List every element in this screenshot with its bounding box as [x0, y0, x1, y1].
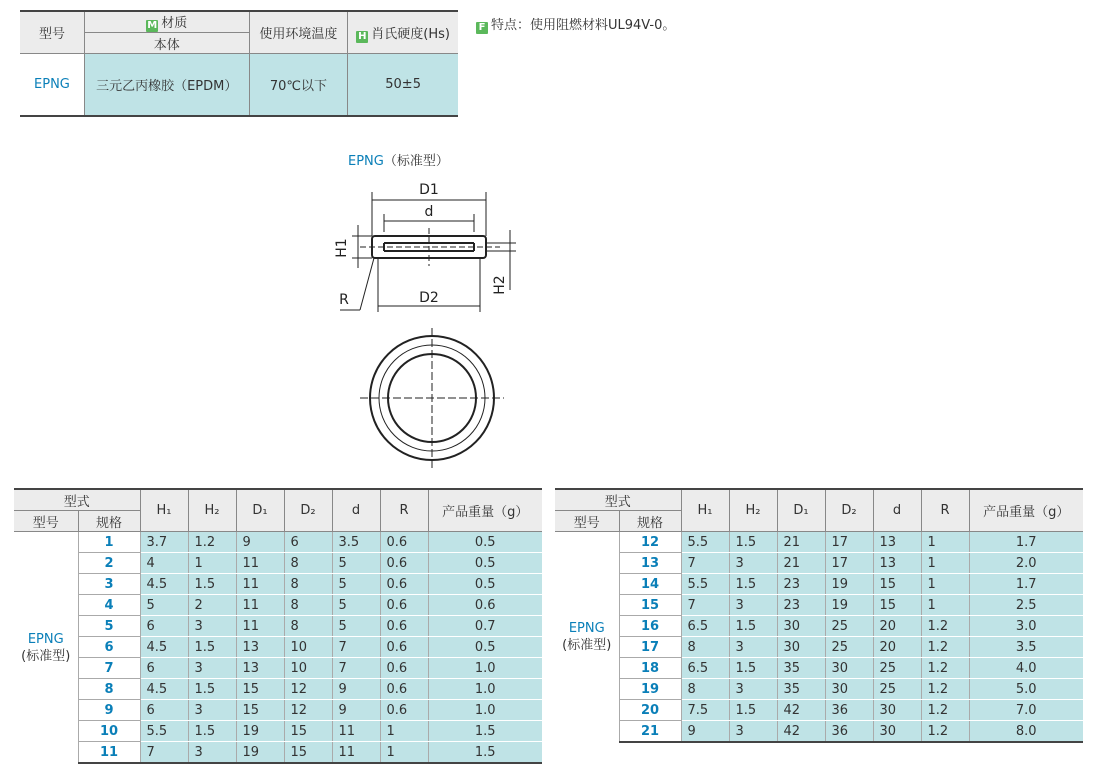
dimension-value: 21 — [777, 553, 825, 574]
dimension-value: 30 — [777, 616, 825, 637]
dimension-value: 25 — [825, 616, 873, 637]
dimension-value: 0.6 — [380, 700, 428, 721]
model-cell — [555, 532, 619, 743]
table-row — [14, 721, 542, 742]
dimension-value: 0.6 — [380, 574, 428, 595]
dimension-value: 9 — [236, 532, 284, 553]
header-type: 型式 — [555, 489, 681, 511]
dimension-value: 9 — [681, 721, 729, 743]
dimension-table-left — [14, 488, 542, 764]
dimension-value: 1.5 — [188, 574, 236, 595]
dimension-value: 11 — [332, 742, 380, 764]
header-type: 型式 — [14, 489, 140, 511]
dimension-value: 12 — [284, 700, 332, 721]
spec-header-body: 本体 — [84, 33, 249, 54]
spec-number: 11 — [78, 742, 140, 764]
dimension-value: 13 — [236, 637, 284, 658]
spec-number: 6 — [78, 637, 140, 658]
weight-value: 1.0 — [428, 679, 542, 700]
dimension-value: 7 — [681, 553, 729, 574]
table-row — [555, 532, 1083, 553]
table-row — [14, 679, 542, 700]
dimension-value: 36 — [825, 700, 873, 721]
spec-number: 10 — [78, 721, 140, 742]
dimension-value: 15 — [284, 742, 332, 764]
spec-number: 16 — [619, 616, 681, 637]
dimension-value: 0.6 — [380, 532, 428, 553]
dimension-value: 20 — [873, 637, 921, 658]
dimension-value: 11 — [236, 616, 284, 637]
drawing-title: EPNG（标准型） — [348, 154, 449, 169]
label-D1: D1 — [419, 182, 439, 198]
dimension-value: 13 — [236, 658, 284, 679]
dimension-value: 3 — [188, 742, 236, 764]
table-row — [555, 700, 1083, 721]
dimension-value: 15 — [236, 700, 284, 721]
table-row — [14, 616, 542, 637]
dimension-value: 15 — [284, 721, 332, 742]
weight-value: 2.0 — [969, 553, 1083, 574]
table-row — [14, 595, 542, 616]
dimension-value: 8 — [681, 637, 729, 658]
weight-value: 1.0 — [428, 658, 542, 679]
dimension-value: 3.7 — [140, 532, 188, 553]
spec-number: 7 — [78, 658, 140, 679]
dimension-value: 21 — [777, 532, 825, 553]
dimension-value: 1 — [380, 742, 428, 764]
spec-number: 5 — [78, 616, 140, 637]
dimension-value: 10 — [284, 658, 332, 679]
dimension-value: 4.5 — [140, 574, 188, 595]
dimension-value: 6 — [140, 616, 188, 637]
dimension-value: 3 — [188, 658, 236, 679]
dimension-value: 2 — [188, 595, 236, 616]
dimension-value: 30 — [873, 700, 921, 721]
dimension-value: 1.2 — [921, 616, 969, 637]
header-H1: H₁ — [140, 489, 188, 532]
weight-value: 2.5 — [969, 595, 1083, 616]
label-D2: D2 — [419, 290, 439, 306]
dimension-value: 8 — [284, 616, 332, 637]
label-H1: H1 — [334, 238, 350, 258]
spec-header-model: 型号 — [20, 11, 84, 54]
weight-value: 3.5 — [969, 637, 1083, 658]
dimension-value: 3 — [729, 679, 777, 700]
dimension-value: 23 — [777, 595, 825, 616]
header-D1: D₁ — [777, 489, 825, 532]
dimension-value: 0.6 — [380, 616, 428, 637]
spec-header-material: M 材质 — [84, 11, 249, 33]
model-cell — [14, 532, 78, 764]
dimension-value: 11 — [236, 553, 284, 574]
header-H2: H₂ — [729, 489, 777, 532]
label-d: d — [424, 204, 434, 220]
spec-number: 4 — [78, 595, 140, 616]
dimension-value: 1.5 — [729, 574, 777, 595]
dimension-value: 19 — [825, 595, 873, 616]
dimension-value: 1 — [921, 595, 969, 616]
header-R: R — [921, 489, 969, 532]
weight-value: 0.5 — [428, 637, 542, 658]
dimension-value: 7 — [681, 595, 729, 616]
dimension-value: 6 — [284, 532, 332, 553]
dimension-value: 5.5 — [681, 532, 729, 553]
spec-hardness: 50±5 — [348, 54, 458, 117]
spec-header-hardness: H 肖氏硬度(Hs) — [348, 11, 458, 54]
dimension-value: 6 — [140, 658, 188, 679]
dimension-value: 23 — [777, 574, 825, 595]
hardness-badge-icon: H — [358, 30, 367, 42]
dimension-value: 20 — [873, 616, 921, 637]
table-row — [14, 532, 542, 553]
table-row — [555, 658, 1083, 679]
header-H1: H₁ — [681, 489, 729, 532]
weight-value: 8.0 — [969, 721, 1083, 743]
dimension-value: 15 — [236, 679, 284, 700]
dimension-value: 1 — [921, 532, 969, 553]
dimension-value: 15 — [873, 595, 921, 616]
dimension-value: 8 — [681, 679, 729, 700]
dimension-value: 5 — [332, 595, 380, 616]
dimension-value: 19 — [236, 742, 284, 764]
table-row — [555, 721, 1083, 743]
dimension-value: 1.5 — [729, 616, 777, 637]
dimension-value: 12 — [284, 679, 332, 700]
dimension-value: 1.2 — [921, 658, 969, 679]
dimension-value: 25 — [873, 679, 921, 700]
table-row — [555, 637, 1083, 658]
dimension-value: 3 — [729, 553, 777, 574]
dimension-value: 35 — [777, 679, 825, 700]
dimension-value: 7.5 — [681, 700, 729, 721]
dimension-value: 11 — [236, 595, 284, 616]
dimension-value: 19 — [236, 721, 284, 742]
dimension-value: 5 — [332, 574, 380, 595]
spec-number: 12 — [619, 532, 681, 553]
weight-value: 1.5 — [428, 721, 542, 742]
header-D2: D₂ — [825, 489, 873, 532]
label-H2: H2 — [492, 275, 508, 295]
dimension-value: 0.6 — [380, 637, 428, 658]
spec-number: 2 — [78, 553, 140, 574]
dimension-value: 11 — [236, 574, 284, 595]
weight-value: 1.5 — [428, 742, 542, 764]
table-row — [14, 553, 542, 574]
weight-value: 0.5 — [428, 553, 542, 574]
weight-value: 1.7 — [969, 532, 1083, 553]
header-d: d — [873, 489, 921, 532]
spec-number: 19 — [619, 679, 681, 700]
dimension-value: 30 — [825, 679, 873, 700]
dimension-value: 13 — [873, 532, 921, 553]
dimension-value: 7 — [332, 637, 380, 658]
spec-number: 9 — [78, 700, 140, 721]
dimension-value: 30 — [825, 658, 873, 679]
spec-temp: 70℃以下 — [249, 54, 348, 117]
dimension-value: 9 — [332, 700, 380, 721]
dimension-value: 4.5 — [140, 637, 188, 658]
dimension-value: 19 — [825, 574, 873, 595]
table-row — [555, 616, 1083, 637]
dimension-value: 35 — [777, 658, 825, 679]
dimension-value: 1.5 — [729, 658, 777, 679]
dimension-value: 17 — [825, 532, 873, 553]
dimension-value: 15 — [873, 574, 921, 595]
dimension-value: 5 — [140, 595, 188, 616]
spec-table — [20, 10, 458, 117]
header-spec: 规格 — [78, 511, 140, 532]
dimension-value: 1 — [921, 574, 969, 595]
model-code: EPNG — [568, 621, 605, 636]
dimension-value: 1.2 — [921, 721, 969, 743]
table-row — [555, 595, 1083, 616]
dimension-value: 1.5 — [188, 721, 236, 742]
dimension-value: 30 — [777, 637, 825, 658]
dimension-value: 0.6 — [380, 595, 428, 616]
model-code: EPNG — [27, 631, 64, 647]
dimension-value: 42 — [777, 700, 825, 721]
spec-number: 18 — [619, 658, 681, 679]
dimension-value: 36 — [825, 721, 873, 743]
spec-number: 20 — [619, 700, 681, 721]
dimension-value: 7 — [140, 742, 188, 764]
table-row — [555, 553, 1083, 574]
spec-number: 21 — [619, 721, 681, 743]
dimension-value: 1.5 — [729, 700, 777, 721]
weight-value: 0.5 — [428, 574, 542, 595]
header-d: d — [332, 489, 380, 532]
dimension-value: 25 — [825, 637, 873, 658]
dimension-value: 1.2 — [921, 700, 969, 721]
dimension-value: 1.5 — [188, 637, 236, 658]
label-R: R — [339, 292, 349, 308]
dimension-value: 11 — [332, 721, 380, 742]
dimension-value: 0.6 — [380, 553, 428, 574]
dimension-value: 0.6 — [380, 679, 428, 700]
spec-number: 17 — [619, 637, 681, 658]
header-model: 型号 — [14, 511, 78, 532]
weight-value: 1.7 — [969, 574, 1083, 595]
header-weight: 产品重量（g） — [428, 489, 542, 532]
header-H2: H₂ — [188, 489, 236, 532]
dimension-value: 1.2 — [921, 679, 969, 700]
dimension-value: 3.5 — [332, 532, 380, 553]
spec-number: 13 — [619, 553, 681, 574]
spec-model: EPNG — [20, 54, 84, 117]
dimension-value: 8 — [284, 595, 332, 616]
table-row — [14, 574, 542, 595]
header-weight: 产品重量（g） — [969, 489, 1083, 532]
dimension-value: 5.5 — [681, 574, 729, 595]
weight-value: 0.5 — [428, 532, 542, 553]
spec-number: 15 — [619, 595, 681, 616]
dimension-value: 6.5 — [681, 658, 729, 679]
dimension-value: 6 — [140, 700, 188, 721]
table-row — [14, 700, 542, 721]
dimension-value: 5 — [332, 616, 380, 637]
dimension-value: 3 — [188, 700, 236, 721]
spec-number: 8 — [78, 679, 140, 700]
dimension-value: 4.5 — [140, 679, 188, 700]
dimension-value: 8 — [284, 574, 332, 595]
weight-value: 3.0 — [969, 616, 1083, 637]
table-row — [14, 742, 542, 764]
table-row — [14, 658, 542, 679]
table-row — [555, 574, 1083, 595]
feature-note: F 特点：使用阻燃材料UL94V-0。 — [476, 14, 675, 34]
dimension-value: 10 — [284, 637, 332, 658]
model-type: (标准型) — [21, 648, 71, 664]
grommet-drawing — [330, 170, 530, 470]
feature-badge-icon: F — [476, 22, 488, 34]
dimension-value: 3 — [729, 595, 777, 616]
dimension-value: 6.5 — [681, 616, 729, 637]
spec-header-temp: 使用环境温度 — [249, 11, 348, 54]
dimension-table-right — [555, 488, 1083, 743]
dimension-value: 1 — [921, 553, 969, 574]
weight-value: 0.6 — [428, 595, 542, 616]
dimension-value: 8 — [284, 553, 332, 574]
dimension-value: 1 — [380, 721, 428, 742]
dimension-value: 25 — [873, 658, 921, 679]
spec-number: 3 — [78, 574, 140, 595]
table-row — [555, 679, 1083, 700]
header-D1: D₁ — [236, 489, 284, 532]
weight-value: 5.0 — [969, 679, 1083, 700]
weight-value: 4.0 — [969, 658, 1083, 679]
spec-number: 14 — [619, 574, 681, 595]
dimension-value: 17 — [825, 553, 873, 574]
dimension-value: 1.2 — [921, 637, 969, 658]
dimension-value: 5 — [332, 553, 380, 574]
header-R: R — [380, 489, 428, 532]
spec-number: 1 — [78, 532, 140, 553]
dimension-value: 0.6 — [380, 658, 428, 679]
dimension-value: 42 — [777, 721, 825, 743]
dimension-value: 3 — [729, 721, 777, 743]
dimension-value: 1.5 — [729, 532, 777, 553]
dimension-value: 9 — [332, 679, 380, 700]
dimension-value: 3 — [188, 616, 236, 637]
dimension-value: 30 — [873, 721, 921, 743]
dimension-value: 1 — [188, 553, 236, 574]
material-badge-icon: M — [147, 20, 158, 31]
dimension-value: 3 — [729, 637, 777, 658]
dimension-value: 13 — [873, 553, 921, 574]
weight-value: 7.0 — [969, 700, 1083, 721]
model-type: (标准型) — [562, 638, 612, 653]
dimension-value: 7 — [332, 658, 380, 679]
dimension-value: 1.5 — [188, 679, 236, 700]
header-model: 型号 — [555, 511, 619, 532]
weight-value: 0.7 — [428, 616, 542, 637]
dimension-value: 5.5 — [140, 721, 188, 742]
table-row — [14, 637, 542, 658]
weight-value: 1.0 — [428, 700, 542, 721]
header-spec: 规格 — [619, 511, 681, 532]
dimension-value: 4 — [140, 553, 188, 574]
header-D2: D₂ — [284, 489, 332, 532]
spec-material: 三元乙丙橡胶（EPDM） — [84, 54, 249, 117]
dimension-value: 1.2 — [188, 532, 236, 553]
